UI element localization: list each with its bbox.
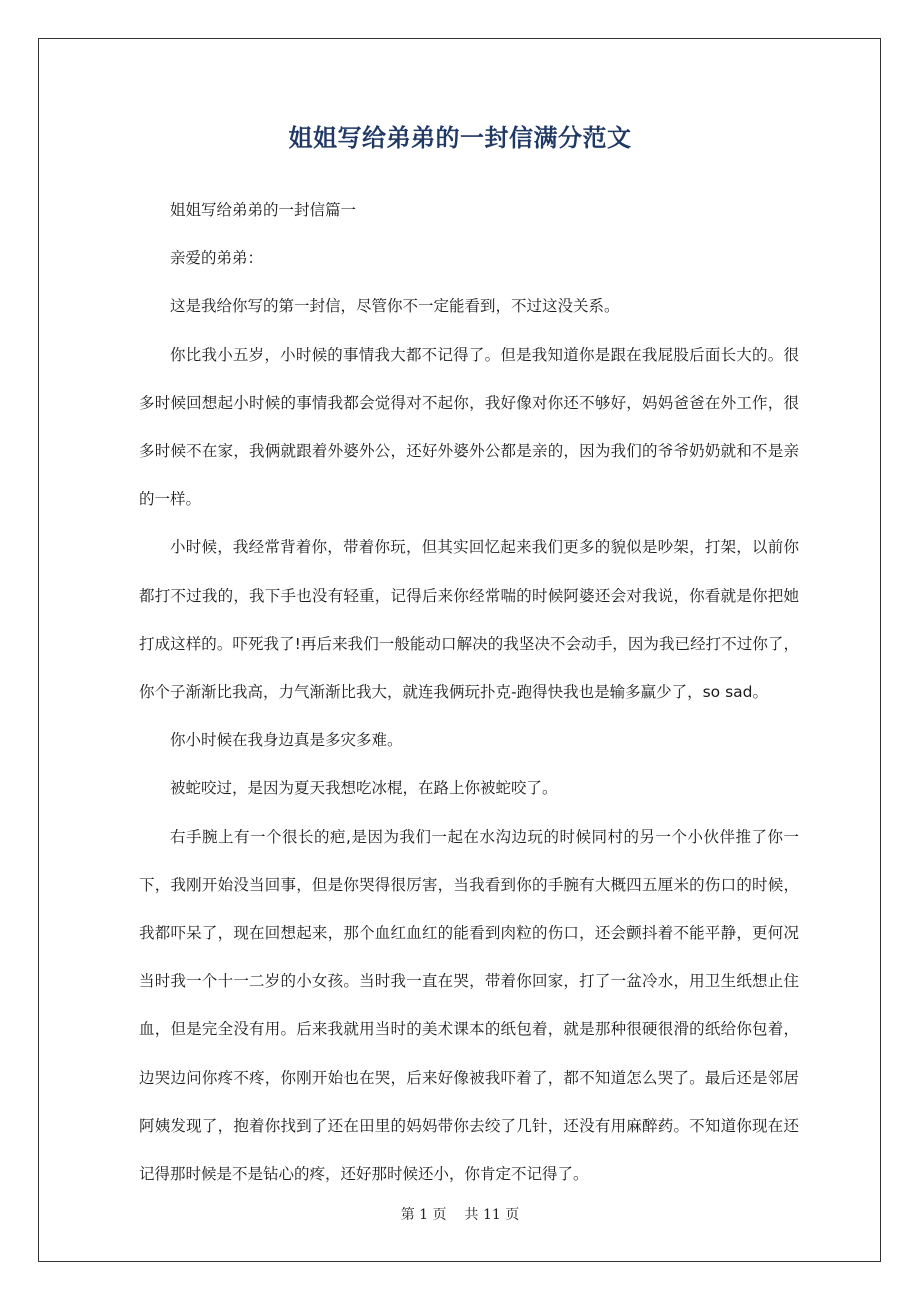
paragraph: 被蛇咬过，是因为夏天我想吃冰棍，在路上你被蛇咬了。 xyxy=(170,779,558,798)
paragraph: 这是我给你写的第一封信，尽管你不一定能看到，不过这没关系。 xyxy=(170,297,620,316)
document-title: 姐姐写给弟弟的一封信满分范文 xyxy=(288,124,632,152)
page-total: 共 11 页 xyxy=(464,1207,520,1223)
paragraph: 你小时候在我身边真是多灾多难。 xyxy=(170,731,403,750)
salutation: 亲爱的弟弟： xyxy=(170,249,264,268)
paragraph: 右手腕上有一个很长的疤,是因为我们一起在水沟边玩的时候同村的另一个小伙伴推了你一下，我刚开始没当回事，但是你哭得很厉害，当我看到你的手腕有大概四五厘米的伤口的时候，我都吓呆了，现在回想起来，那个血红血红的能看到肉粒的伤口，还会颤抖着不能平静，更何况当时我一个十一二岁的小女孩。当时我一直在哭，带着你回家，打了一盆冷水，用卫生纸想止住血，但是完全没有用。后来我就用当时的美术课本的纸包着，就是那种很硬很滑的纸给你包着，边哭边问你疼不疼，你刚开始也在哭，后来好像被我吓着了，都不知道怎么哭了。最后还是邻居阿姨发现了，抱着你找到了还在田里的妈妈带你去绞了几针，还没有用麻醉药。不知道你现在还记得那时候是不是钻心的疼，还好那时候还小，你肯定不记得了。 xyxy=(139,827,799,1184)
paragraph: 你比我小五岁，小时候的事情我大都不记得了。但是我知道你是跟在我屁股后面长大的。很多时候回想起小时候的事情我都会觉得对不起你，我好像对你还不够好，妈妈爸爸在外工作，很多时候不在家，我俩就跟着外婆外公，还好外婆外公都是亲的，因为我们的爷爷奶奶就和不是亲的一样。 xyxy=(139,345,799,509)
page-footer xyxy=(0,1202,920,1228)
document-body xyxy=(139,186,799,1198)
section-heading: 姐姐写给弟弟的一封信篇一 xyxy=(170,201,357,219)
paragraph: 小时候，我经常背着你，带着你玩，但其实回忆起来我们更多的貌似是吵架，打架，以前你都打不过我的，我下手也没有轻重，记得后来你经常喘的时候阿婆还会对我说，你看就是你把她打成这样的。吓死我了!再后来我们一般能动口解决的我坚决不会动手，因为我已经打不过你了，你个子渐渐比我高，力气渐渐比我大，就连我俩玩扑克-跑得快我也是输多赢少了，so sad。 xyxy=(139,538,799,702)
page-number: 第 1 页 xyxy=(400,1207,447,1223)
